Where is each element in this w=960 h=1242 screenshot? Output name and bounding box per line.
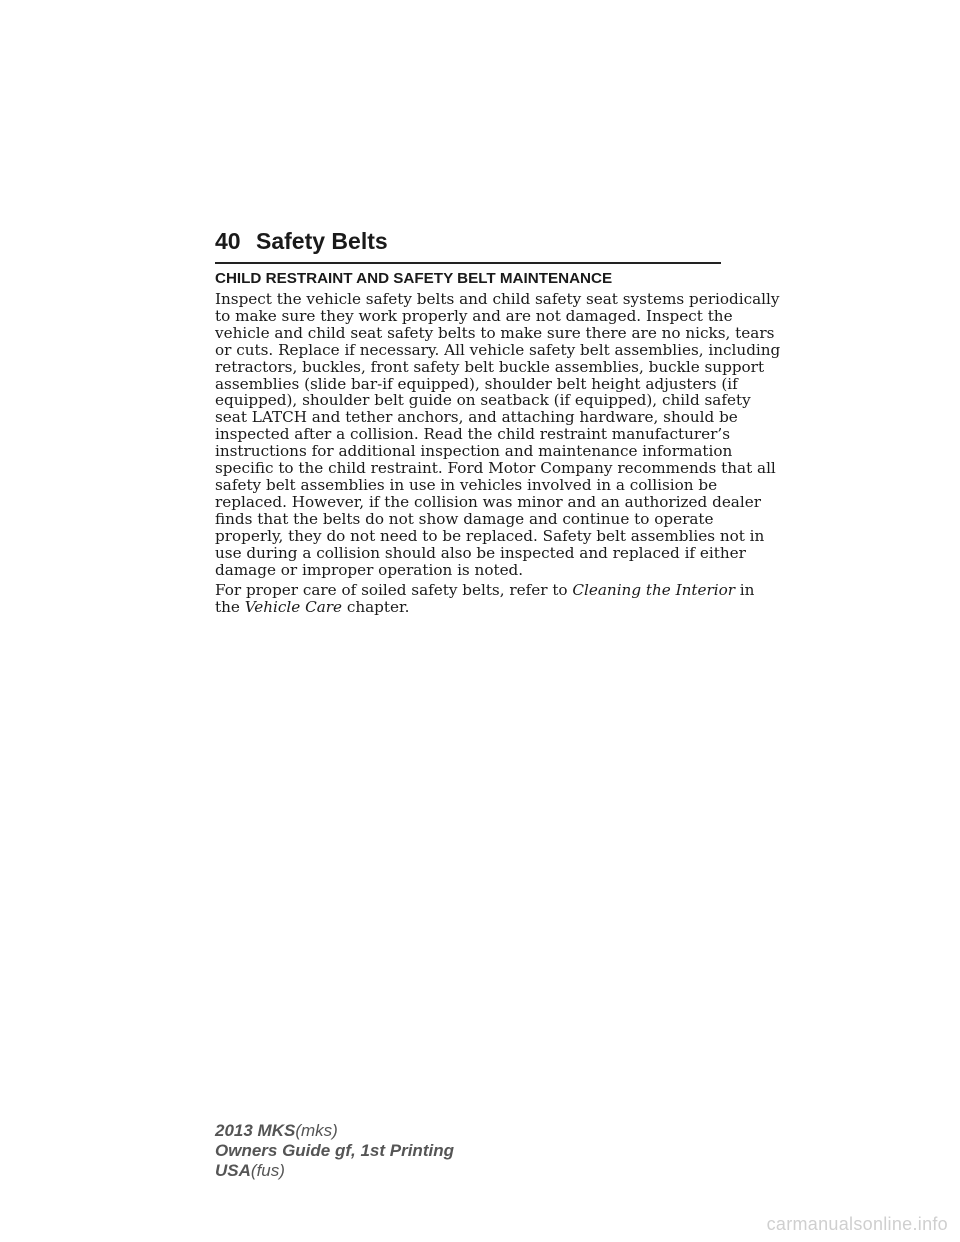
text-line: safety belt assemblies in use in vehicles involved in a collision be xyxy=(215,475,718,494)
text-line: damage or improper operation is noted. xyxy=(215,560,524,579)
page-header xyxy=(215,226,721,264)
footer-model-line xyxy=(215,1121,454,1141)
text-line: instructions for additional inspection and maintenance information xyxy=(215,442,733,461)
text-line: specific to the child restraint. Ford Motor Company recommends that all xyxy=(215,459,776,478)
text-line: replaced. However, if the collision was minor and an authorized dealer xyxy=(215,492,761,511)
footer-guide: Owners Guide gf, 1st Printing xyxy=(215,1141,454,1160)
footer-market: USA xyxy=(215,1161,251,1180)
text-line: assemblies (slide bar-if equipped), shoulder belt height adjusters (if xyxy=(215,374,738,393)
text-line: inspected after a collision. Read the child restraint manufacturer’s xyxy=(215,425,731,444)
footer-model: 2013 MKS xyxy=(215,1121,296,1140)
text-line: to make sure they work properly and are not damaged. Inspect the xyxy=(215,306,733,325)
section-heading: CHILD RESTRAINT AND SAFETY BELT MAINTENANCE xyxy=(215,270,613,287)
care-text: the xyxy=(215,598,245,617)
text-line: or cuts. Replace if necessary. All vehicle safety belt assemblies, including xyxy=(215,340,781,359)
vehicle-care-reference[interactable]: Vehicle Care xyxy=(244,598,343,617)
maintenance-paragraph xyxy=(215,290,781,579)
text-line: properly, they do not need to be replaced. Safety belt assemblies not in xyxy=(215,526,765,545)
care-text: For proper care of soiled safety belts, refer to xyxy=(215,581,573,600)
page-content xyxy=(215,270,781,620)
text-line: equipped), shoulder belt guide on seatback (if equipped), child safety xyxy=(215,391,751,410)
text-line: Inspect the vehicle safety belts and child safety seat systems periodically xyxy=(215,290,780,308)
footer-market-code: (fus) xyxy=(250,1161,285,1180)
care-paragraph xyxy=(215,581,755,617)
page-number: 40 xyxy=(215,228,241,254)
text-line: seat LATCH and tether anchors, and attaching hardware, should be xyxy=(215,408,738,427)
text-line: use during a collision should also be inspected and replaced if either xyxy=(215,543,746,562)
text-line: retractors, buckles, front safety belt buckle assemblies, buckle support xyxy=(215,357,765,376)
section-title: Safety Belts xyxy=(256,228,388,254)
text-line xyxy=(215,599,725,616)
footer-market-line xyxy=(215,1161,454,1181)
care-text-tail: in xyxy=(734,581,755,600)
text-line: finds that the belts do not show damage and continue to operate xyxy=(215,509,714,528)
watermark: carmanualsonline.info xyxy=(766,1214,948,1234)
text-line: vehicle and child seat safety belts to make sure there are no nicks, tears xyxy=(215,323,775,342)
care-text-tail: chapter. xyxy=(342,598,410,617)
text-line xyxy=(215,581,755,600)
page-footer xyxy=(215,1121,454,1181)
footer-model-code: (mks) xyxy=(295,1121,338,1140)
cleaning-interior-reference[interactable]: Cleaning the Interior xyxy=(572,581,735,600)
